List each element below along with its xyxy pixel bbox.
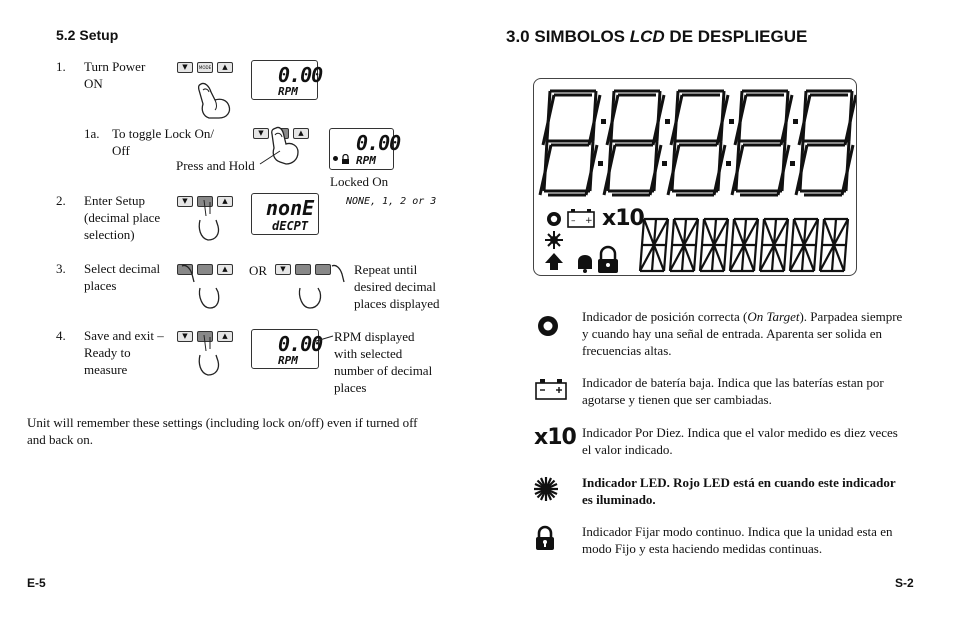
rpm-displayed-text (334, 328, 444, 396)
or-label: OR (249, 263, 268, 278)
lcd-unit: RPM (278, 354, 298, 367)
setup-bottom-text: dECPT (272, 219, 309, 233)
svg-text:–: – (571, 216, 576, 226)
up-key[interactable]: ▲ (217, 331, 233, 342)
step-number: 3. (56, 261, 66, 276)
legend-line: el valor indicado. (582, 442, 673, 457)
lcd-unit: RPM (356, 154, 376, 167)
page-number-right: S-2 (895, 576, 914, 590)
lcd-colon-bottom (726, 161, 731, 166)
lcd-colon-top (665, 119, 670, 124)
section-title-lcd (506, 27, 807, 47)
step-text-line: Ready to (84, 345, 131, 360)
lcd-value: 0.00 (356, 131, 401, 155)
led-icon (533, 476, 559, 507)
up-key[interactable]: ▲ (217, 62, 233, 73)
repeat-text (354, 261, 454, 312)
legend-line: frecuencias altas. (582, 343, 672, 358)
lcd-display-diagram (533, 78, 857, 276)
press-and-hold-label: Press and Hold (176, 158, 255, 173)
step-text-line: measure (84, 362, 128, 377)
battery-icon (534, 377, 568, 406)
pointer-line (258, 148, 282, 168)
x10-icon: x10 (534, 425, 576, 450)
locked-on-label: Locked On (330, 174, 389, 189)
finger-press-icon (194, 333, 222, 379)
down-key[interactable]: ▼ (177, 196, 193, 207)
up-key[interactable]: ▲ (217, 264, 233, 275)
lcd-preview-power-on (251, 60, 323, 100)
title-part: 3.0 SIMBOLOS (506, 27, 630, 46)
legend-line: agotarse y tienen que ser cambiadas. (582, 392, 772, 407)
step-text-line: (decimal place (84, 210, 161, 225)
title-part: DE DESPLIEGUE (664, 27, 808, 46)
step-text-line: ON (84, 76, 103, 91)
legend-line: modo Fijo y esta haciendo medidas continuas. (582, 541, 823, 556)
setup-top-text: nonE (266, 196, 315, 220)
lcd-value: 0.00 (278, 332, 323, 356)
legend-text-led (582, 474, 926, 508)
legend-text-x10 (582, 424, 926, 458)
lcd-colon-bottom (598, 161, 603, 166)
step-text (112, 125, 232, 159)
step-number: 2. (56, 193, 66, 208)
down-key[interactable]: ▼ (177, 62, 193, 73)
rpm-line: RPM displayed (334, 329, 415, 344)
remember-note (27, 414, 457, 448)
lcd-preview-final (251, 329, 323, 369)
step-text-line: selection) (84, 227, 135, 242)
lcd-preview-locked (329, 128, 401, 170)
finger-press-icon (194, 198, 222, 244)
down-key[interactable]: ▼ (253, 128, 269, 139)
repeat-line: desired decimal (354, 279, 436, 294)
up-key[interactable]: ▲ (293, 128, 309, 139)
step-number: 1. (56, 59, 66, 74)
rpm-line: number of decimal (334, 363, 433, 378)
section-title-setup: 5.2 Setup (56, 27, 119, 43)
legend-line: y cuando hay una señal de entrada. Aparenta ser solida en (582, 326, 882, 341)
legend-line: Indicador LED. Rojo LED está en cuando este indicador (582, 475, 896, 490)
legend-text-lock (582, 523, 926, 557)
lock-icon (341, 154, 350, 165)
step-text-line: Off (112, 143, 130, 158)
step-text (84, 260, 174, 294)
lcd-colon-top (729, 119, 734, 124)
step-text-line: Enter Setup (84, 193, 146, 208)
setup-options-text: NONE, 1, 2 or 3 (346, 196, 437, 207)
rpm-line: places (334, 380, 367, 395)
step-text (84, 58, 164, 92)
lcd-value: 0.00 (278, 63, 323, 87)
step-text-line: To toggle Lock On/ (112, 126, 214, 141)
pointer-line (312, 334, 334, 344)
page-number-left: E-5 (27, 576, 46, 590)
step-text (84, 327, 174, 378)
step-text-line: places (84, 278, 117, 293)
title-part-italic: LCD (629, 27, 665, 46)
down-key[interactable]: ▼ (177, 331, 193, 342)
step-number: 1a. (84, 126, 100, 141)
step-text-line: Turn Power (84, 59, 146, 74)
remember-line: and back on. (27, 432, 94, 447)
remember-line: Unit will remember these settings (including lock on/off) even if turned off (27, 415, 418, 430)
keypad (177, 62, 233, 73)
finger-press-icon (296, 262, 352, 312)
legend-text-target (582, 308, 926, 359)
lcd-segments (534, 79, 856, 275)
x10-indicator: x10 (602, 206, 644, 231)
lcd-preview-setup (251, 193, 319, 235)
step-text (84, 192, 174, 243)
lcd-colon-top (793, 119, 798, 124)
repeat-line: places displayed (354, 296, 440, 311)
step-number: 4. (56, 328, 66, 343)
legend-line: Indicador de posición correcta (On Target). Parpadea siempre (582, 309, 903, 324)
legend-line: Indicador de batería baja. Indica que las baterías estan por (582, 375, 884, 390)
legend-line: Indicador Por Diez. Indica que el valor medido es diez veces (582, 425, 898, 440)
legend-line: Indicador Fijar modo continuo. Indica que la unidad esta en (582, 524, 893, 539)
lcd-colon-bottom (662, 161, 667, 166)
lock-icon (535, 525, 555, 556)
finger-press-icon (178, 262, 222, 312)
lcd-unit: RPM (278, 85, 298, 98)
rpm-line: with selected (334, 346, 403, 361)
svg-text:+: + (585, 216, 593, 226)
repeat-line: Repeat until (354, 262, 418, 277)
up-key[interactable]: ▲ (217, 196, 233, 207)
legend-text-battery (582, 374, 926, 408)
target-icon (537, 315, 559, 342)
lcd-colon-top (601, 119, 606, 124)
mode-key[interactable]: MODE (197, 62, 213, 73)
legend-line: es iluminado. (582, 492, 656, 507)
down-key[interactable]: ▼ (275, 264, 291, 275)
step-text-line: Save and exit – (84, 328, 164, 343)
lcd-colon-bottom (790, 161, 795, 166)
step-text-line: Select decimal (84, 261, 161, 276)
finger-press-icon (195, 80, 237, 122)
dot-icon (333, 156, 338, 161)
